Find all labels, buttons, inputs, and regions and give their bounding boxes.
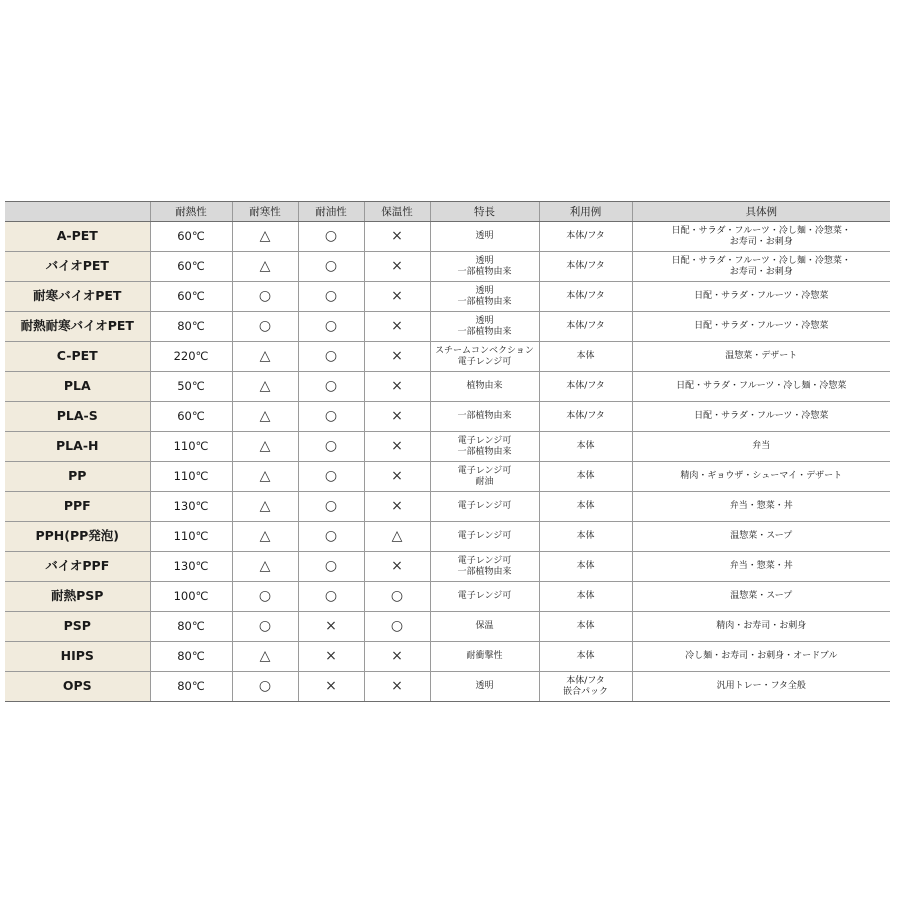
- features-cell: [430, 282, 539, 312]
- oil-resistance-cell: [298, 642, 364, 672]
- example-line: 日配・サラダ・フルーツ・冷惣菜: [694, 291, 829, 302]
- usage-line: 本体: [576, 621, 595, 632]
- material-name: A-PET: [56, 228, 98, 244]
- example-line: 温惣菜・スープ: [730, 531, 793, 542]
- oil-resistance-mark: ○: [324, 288, 338, 305]
- usage-line: 本体/フタ: [566, 411, 605, 422]
- table-row: [5, 282, 890, 312]
- oil-resistance-mark: ○: [324, 438, 338, 455]
- cold-resistance-mark: △: [259, 648, 271, 665]
- cold-resistance-cell: [232, 222, 298, 252]
- cold-resistance-mark: △: [259, 258, 271, 275]
- examples-cell: [632, 342, 890, 372]
- heat-retention-cell: [364, 582, 430, 612]
- heat-resistance-value: 80℃: [177, 648, 205, 663]
- oil-resistance-cell: [298, 552, 364, 582]
- heat-retention-mark: ×: [391, 288, 403, 305]
- examples-cell: [632, 432, 890, 462]
- heat-resistance-value: 80℃: [177, 618, 205, 633]
- table-row: [5, 642, 890, 672]
- usage-cell: [539, 642, 632, 672]
- examples-cell: [632, 282, 890, 312]
- oil-resistance-mark: ○: [324, 558, 338, 575]
- example-line: 弁当: [752, 441, 771, 452]
- example-line: 温惣菜・デザート: [725, 351, 798, 362]
- table-row: [5, 522, 890, 552]
- examples-cell: [632, 522, 890, 552]
- material-name: PPH(PP発泡): [35, 528, 120, 544]
- usage-line: 本体/フタ: [566, 261, 605, 272]
- example-line: 汎用トレー・フタ全般: [716, 681, 806, 692]
- features-cell: [430, 342, 539, 372]
- heat-resistance-cell: [150, 282, 232, 312]
- features-cell: [430, 492, 539, 522]
- heat-retention-cell: [364, 552, 430, 582]
- table-body: [5, 222, 890, 702]
- examples-cell: [632, 492, 890, 522]
- material-name: バイオPPF: [45, 558, 110, 574]
- oil-resistance-cell: [298, 372, 364, 402]
- heat-retention-cell: [364, 642, 430, 672]
- oil-resistance-mark: ×: [325, 678, 337, 695]
- material-name-cell: [5, 222, 150, 252]
- cold-resistance-cell: [232, 282, 298, 312]
- heat-retention-mark: ○: [390, 588, 404, 605]
- heat-resistance-cell: [150, 582, 232, 612]
- feature-line: 電子レンジ可: [457, 356, 512, 367]
- features-cell: [430, 252, 539, 282]
- usage-line: 本体: [576, 441, 595, 452]
- oil-resistance-cell: [298, 282, 364, 312]
- cold-resistance-cell: [232, 312, 298, 342]
- oil-resistance-cell: [298, 582, 364, 612]
- heat-resistance-cell: [150, 312, 232, 342]
- usage-line: 本体/フタ: [566, 321, 605, 332]
- features-cell: [430, 582, 539, 612]
- usage-cell: [539, 672, 632, 702]
- cold-resistance-mark: △: [259, 348, 271, 365]
- material-properties-table: [5, 201, 890, 702]
- heat-resistance-cell: [150, 252, 232, 282]
- usage-cell: [539, 342, 632, 372]
- heat-resistance-value: 130℃: [173, 558, 209, 573]
- usage-line: 本体: [576, 501, 595, 512]
- cold-resistance-cell: [232, 672, 298, 702]
- usage-cell: [539, 522, 632, 552]
- feature-line: スチームコンベクション: [435, 346, 534, 357]
- heat-resistance-value: 80℃: [177, 678, 205, 693]
- usage-line: 本体: [576, 351, 595, 362]
- material-name: 耐熱PSP: [51, 588, 104, 604]
- heat-retention-cell: [364, 612, 430, 642]
- oil-resistance-cell: [298, 492, 364, 522]
- heat-resistance-value: 100℃: [173, 588, 209, 603]
- examples-cell: [632, 312, 890, 342]
- heat-retention-cell: [364, 312, 430, 342]
- usage-cell: [539, 492, 632, 522]
- material-name-cell: [5, 282, 150, 312]
- cold-resistance-mark: △: [259, 528, 271, 545]
- usage-cell: [539, 612, 632, 642]
- heat-resistance-cell: [150, 342, 232, 372]
- oil-resistance-mark: ○: [324, 348, 338, 365]
- feature-line: 透明: [475, 316, 494, 327]
- heat-retention-cell: [364, 492, 430, 522]
- heat-retention-mark: ×: [391, 228, 403, 245]
- feature-line: 耐衝撃性: [466, 651, 503, 662]
- cold-resistance-mark: △: [259, 228, 271, 245]
- example-line: 温惣菜・スープ: [730, 591, 793, 602]
- heat-resistance-cell: [150, 222, 232, 252]
- features-cell: [430, 552, 539, 582]
- cold-resistance-cell: [232, 432, 298, 462]
- usage-cell: [539, 432, 632, 462]
- cold-resistance-cell: [232, 252, 298, 282]
- material-name: 耐寒バイオPET: [33, 288, 122, 304]
- material-name: PLA: [63, 378, 91, 394]
- example-line: 日配・サラダ・フルーツ・冷惣菜: [694, 411, 829, 422]
- heat-resistance-value: 110℃: [173, 528, 209, 543]
- material-name: OPS: [62, 678, 92, 694]
- usage-line: 本体: [576, 471, 595, 482]
- feature-line: 一部植物由来: [457, 296, 512, 307]
- oil-resistance-cell: [298, 432, 364, 462]
- oil-resistance-mark: ○: [324, 468, 338, 485]
- feature-line: 電子レンジ可: [457, 556, 512, 567]
- heat-resistance-value: 60℃: [177, 408, 205, 423]
- features-cell: [430, 372, 539, 402]
- oil-resistance-mark: ○: [324, 588, 338, 605]
- heat-resistance-cell: [150, 612, 232, 642]
- feature-line: 透明: [475, 681, 494, 692]
- material-name-cell: [5, 462, 150, 492]
- usage-cell: [539, 222, 632, 252]
- features-cell: [430, 522, 539, 552]
- usage-line: 本体: [576, 651, 595, 662]
- examples-cell: [632, 672, 890, 702]
- header-examples: 具体例: [632, 202, 890, 222]
- heat-retention-cell: [364, 342, 430, 372]
- cold-resistance-mark: △: [259, 408, 271, 425]
- examples-cell: [632, 612, 890, 642]
- header-material: [5, 202, 150, 222]
- usage-line: 本体/フタ: [566, 676, 605, 687]
- heat-resistance-value: 50℃: [177, 378, 205, 393]
- example-line: 精肉・ギョウザ・シューマイ・デザート: [680, 471, 843, 482]
- heat-retention-mark: ×: [391, 408, 403, 425]
- heat-resistance-cell: [150, 522, 232, 552]
- header-heat-retention: 保温性: [364, 202, 430, 222]
- feature-line: 一部植物由来: [457, 266, 512, 277]
- heat-resistance-cell: [150, 402, 232, 432]
- heat-resistance-value: 60℃: [177, 228, 205, 243]
- table-row: [5, 582, 890, 612]
- example-line: 精肉・お寿司・お刺身: [716, 621, 807, 632]
- example-line: 弁当・惣菜・丼: [729, 501, 793, 512]
- cold-resistance-mark: ○: [258, 288, 272, 305]
- usage-cell: [539, 402, 632, 432]
- cold-resistance-mark: △: [259, 468, 271, 485]
- oil-resistance-mark: ○: [324, 498, 338, 515]
- usage-cell: [539, 582, 632, 612]
- usage-line: 本体/フタ: [566, 381, 605, 392]
- oil-resistance-cell: [298, 312, 364, 342]
- usage-line: 本体/フタ: [566, 291, 605, 302]
- feature-line: 一部植物由来: [457, 326, 512, 337]
- heat-retention-mark: △: [391, 528, 403, 545]
- example-line: 日配・サラダ・フルーツ・冷し麺・冷惣菜・: [671, 256, 851, 267]
- heat-retention-cell: [364, 462, 430, 492]
- material-name: PLA-S: [56, 408, 98, 424]
- usage-line: 本体: [576, 531, 595, 542]
- usage-line: 本体/フタ: [566, 231, 605, 242]
- usage-cell: [539, 552, 632, 582]
- table-row: [5, 432, 890, 462]
- usage-line: 本体: [576, 561, 595, 572]
- examples-cell: [632, 402, 890, 432]
- features-cell: [430, 402, 539, 432]
- heat-resistance-value: 80℃: [177, 318, 205, 333]
- table-row: [5, 552, 890, 582]
- cold-resistance-cell: [232, 582, 298, 612]
- heat-retention-mark: ×: [391, 648, 403, 665]
- heat-resistance-cell: [150, 642, 232, 672]
- heat-resistance-cell: [150, 672, 232, 702]
- features-cell: [430, 672, 539, 702]
- cold-resistance-cell: [232, 552, 298, 582]
- features-cell: [430, 462, 539, 492]
- material-name-cell: [5, 432, 150, 462]
- oil-resistance-mark: ○: [324, 528, 338, 545]
- examples-cell: [632, 582, 890, 612]
- heat-retention-cell: [364, 222, 430, 252]
- heat-retention-cell: [364, 402, 430, 432]
- cold-resistance-cell: [232, 462, 298, 492]
- cold-resistance-cell: [232, 522, 298, 552]
- heat-retention-mark: ×: [391, 258, 403, 275]
- material-name: C-PET: [56, 348, 98, 364]
- feature-line: 耐油: [475, 476, 494, 487]
- cold-resistance-mark: ○: [258, 318, 272, 335]
- examples-cell: [632, 252, 890, 282]
- example-line: 日配・サラダ・フルーツ・冷し麺・冷惣菜: [676, 381, 847, 392]
- material-name: PLA-H: [56, 438, 99, 454]
- table-row: [5, 312, 890, 342]
- heat-resistance-value: 60℃: [177, 288, 205, 303]
- material-name-cell: [5, 672, 150, 702]
- table-header: [5, 202, 890, 222]
- usage-cell: [539, 312, 632, 342]
- feature-line: 透明: [475, 231, 494, 242]
- material-name-cell: [5, 642, 150, 672]
- features-cell: [430, 222, 539, 252]
- features-cell: [430, 642, 539, 672]
- heat-retention-cell: [364, 372, 430, 402]
- oil-resistance-mark: ×: [325, 618, 337, 635]
- heat-retention-mark: ×: [391, 438, 403, 455]
- example-line: 冷し麺・お寿司・お刺身・オードブル: [685, 651, 838, 662]
- table-row: [5, 222, 890, 252]
- example-line: 日配・サラダ・フルーツ・冷惣菜: [694, 321, 829, 332]
- oil-resistance-mark: ○: [324, 258, 338, 275]
- table-row: [5, 462, 890, 492]
- features-cell: [430, 312, 539, 342]
- example-line: お寿司・お刺身: [729, 236, 793, 247]
- cold-resistance-mark: △: [259, 558, 271, 575]
- cold-resistance-mark: ○: [258, 618, 272, 635]
- oil-resistance-mark: ×: [325, 648, 337, 665]
- features-cell: [430, 612, 539, 642]
- material-name-cell: [5, 402, 150, 432]
- examples-cell: [632, 372, 890, 402]
- cold-resistance-cell: [232, 402, 298, 432]
- cold-resistance-mark: ○: [258, 588, 272, 605]
- heat-resistance-cell: [150, 492, 232, 522]
- heat-retention-cell: [364, 282, 430, 312]
- material-name: PSP: [63, 618, 91, 634]
- example-line: 日配・サラダ・フルーツ・冷し麺・冷惣菜・: [671, 226, 851, 237]
- material-name-cell: [5, 582, 150, 612]
- header-oil-resistance: 耐油性: [298, 202, 364, 222]
- oil-resistance-cell: [298, 522, 364, 552]
- cold-resistance-cell: [232, 372, 298, 402]
- example-line: 弁当・惣菜・丼: [729, 561, 793, 572]
- example-line: お寿司・お刺身: [729, 266, 793, 277]
- heat-retention-mark: ×: [391, 498, 403, 515]
- material-name: HIPS: [60, 648, 94, 664]
- oil-resistance-cell: [298, 402, 364, 432]
- material-name: PP: [68, 468, 87, 484]
- examples-cell: [632, 222, 890, 252]
- feature-line: 電子レンジ可: [457, 501, 512, 512]
- usage-cell: [539, 462, 632, 492]
- feature-line: 電子レンジ可: [457, 466, 512, 477]
- heat-resistance-value: 130℃: [173, 498, 209, 513]
- cold-resistance-cell: [232, 612, 298, 642]
- heat-retention-cell: [364, 252, 430, 282]
- usage-cell: [539, 282, 632, 312]
- heat-resistance-value: 60℃: [177, 258, 205, 273]
- material-name-cell: [5, 312, 150, 342]
- oil-resistance-cell: [298, 222, 364, 252]
- oil-resistance-cell: [298, 342, 364, 372]
- header-heat-resistance: 耐熱性: [150, 202, 232, 222]
- cold-resistance-mark: △: [259, 378, 271, 395]
- usage-cell: [539, 372, 632, 402]
- table-row: [5, 672, 890, 702]
- features-cell: [430, 432, 539, 462]
- material-name-cell: [5, 612, 150, 642]
- cold-resistance-cell: [232, 342, 298, 372]
- table-row: [5, 372, 890, 402]
- material-name-cell: [5, 552, 150, 582]
- table-row: [5, 612, 890, 642]
- material-name: 耐熱耐寒バイオPET: [20, 318, 134, 334]
- header-features: 特長: [430, 202, 539, 222]
- material-name-cell: [5, 492, 150, 522]
- feature-line: 透明: [475, 256, 494, 267]
- heat-retention-mark: ×: [391, 378, 403, 395]
- heat-resistance-value: 110℃: [173, 438, 209, 453]
- feature-line: 保温: [475, 621, 494, 632]
- table-row: [5, 492, 890, 522]
- oil-resistance-mark: ○: [324, 318, 338, 335]
- feature-line: 一部植物由来: [457, 446, 512, 457]
- heat-retention-mark: ×: [391, 348, 403, 365]
- heat-retention-mark: ×: [391, 678, 403, 695]
- heat-retention-mark: ○: [390, 618, 404, 635]
- heat-retention-cell: [364, 432, 430, 462]
- feature-line: 一部植物由来: [457, 566, 512, 577]
- feature-line: 電子レンジ可: [457, 531, 512, 542]
- cold-resistance-cell: [232, 642, 298, 672]
- cold-resistance-mark: ○: [258, 678, 272, 695]
- heat-resistance-cell: [150, 372, 232, 402]
- heat-retention-mark: ×: [391, 468, 403, 485]
- table-row: [5, 342, 890, 372]
- oil-resistance-cell: [298, 612, 364, 642]
- oil-resistance-cell: [298, 252, 364, 282]
- oil-resistance-cell: [298, 462, 364, 492]
- usage-line: 本体: [576, 591, 595, 602]
- heat-retention-mark: ×: [391, 318, 403, 335]
- heat-retention-cell: [364, 672, 430, 702]
- cold-resistance-cell: [232, 492, 298, 522]
- feature-line: 植物由来: [466, 381, 503, 392]
- examples-cell: [632, 642, 890, 672]
- oil-resistance-mark: ○: [324, 228, 338, 245]
- material-name: バイオPET: [45, 258, 109, 274]
- header-cold-resistance: 耐寒性: [232, 202, 298, 222]
- usage-cell: [539, 252, 632, 282]
- cold-resistance-mark: △: [259, 498, 271, 515]
- feature-line: 透明: [475, 286, 494, 297]
- table-row: [5, 252, 890, 282]
- heat-retention-mark: ×: [391, 558, 403, 575]
- heat-resistance-cell: [150, 462, 232, 492]
- material-name-cell: [5, 372, 150, 402]
- table-row: [5, 402, 890, 432]
- header-usage: 利用例: [539, 202, 632, 222]
- cold-resistance-mark: △: [259, 438, 271, 455]
- material-name-cell: [5, 252, 150, 282]
- material-name-cell: [5, 522, 150, 552]
- feature-line: 一部植物由来: [457, 411, 512, 422]
- feature-line: 電子レンジ可: [457, 591, 512, 602]
- heat-resistance-value: 110℃: [173, 468, 209, 483]
- examples-cell: [632, 552, 890, 582]
- usage-line: 嵌合パック: [562, 686, 608, 697]
- heat-retention-cell: [364, 522, 430, 552]
- material-name-cell: [5, 342, 150, 372]
- oil-resistance-mark: ○: [324, 378, 338, 395]
- oil-resistance-cell: [298, 672, 364, 702]
- material-name: PPF: [63, 498, 91, 514]
- feature-line: 電子レンジ可: [457, 436, 512, 447]
- heat-resistance-cell: [150, 432, 232, 462]
- examples-cell: [632, 462, 890, 492]
- header-row: [5, 202, 890, 222]
- heat-resistance-cell: [150, 552, 232, 582]
- heat-resistance-value: 220℃: [173, 348, 209, 363]
- oil-resistance-mark: ○: [324, 408, 338, 425]
